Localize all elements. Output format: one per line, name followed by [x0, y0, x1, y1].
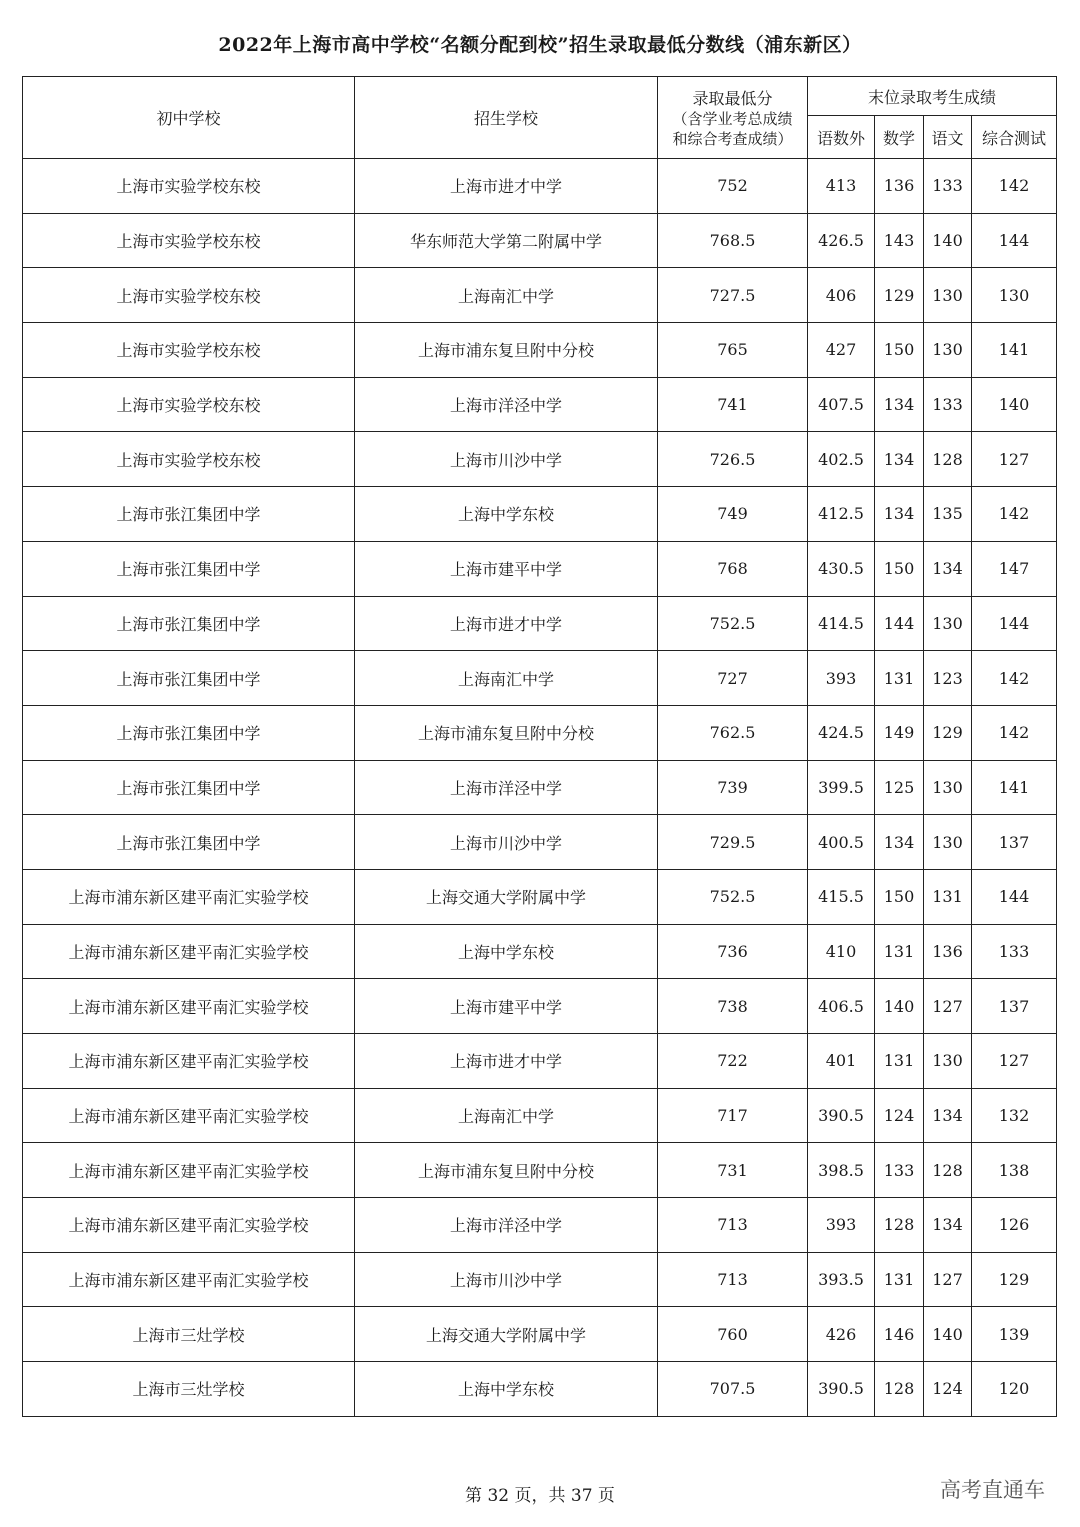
header-enroll-school: 招生学校 — [355, 77, 658, 159]
cell-junior-school: 上海市张江集团中学 — [23, 596, 355, 651]
cell-chinese: 124 — [924, 1362, 972, 1417]
table-body — [23, 159, 1057, 1417]
cell-math: 128 — [875, 1362, 924, 1417]
cell-math: 144 — [875, 596, 924, 651]
cell-chinese: 127 — [924, 1252, 972, 1307]
cell-enroll-school: 华东师范大学第二附属中学 — [355, 213, 658, 268]
cell-min-score: 717 — [658, 1088, 808, 1143]
cell-comprehensive: 127 — [972, 1034, 1057, 1089]
cell-min-score: 707.5 — [658, 1362, 808, 1417]
table-row — [23, 979, 1057, 1034]
table-row — [23, 541, 1057, 596]
cell-ysw: 427 — [808, 323, 875, 378]
cell-min-score: 726.5 — [658, 432, 808, 487]
cell-min-score: 768.5 — [658, 213, 808, 268]
cell-chinese: 131 — [924, 869, 972, 924]
cell-junior-school: 上海市浦东新区建平南汇实验学校 — [23, 979, 355, 1034]
table-row — [23, 323, 1057, 378]
cell-enroll-school: 上海南汇中学 — [355, 268, 658, 323]
cell-comprehensive: 120 — [972, 1362, 1057, 1417]
cell-math: 131 — [875, 1252, 924, 1307]
cell-math: 150 — [875, 541, 924, 596]
cell-comprehensive: 127 — [972, 432, 1057, 487]
cell-enroll-school: 上海市建平中学 — [355, 979, 658, 1034]
cell-junior-school: 上海市实验学校东校 — [23, 268, 355, 323]
table-row — [23, 268, 1057, 323]
page-title: 2022年上海市高中学校“名额分配到校”招生录取最低分数线（浦东新区） — [218, 34, 862, 56]
table-row — [23, 377, 1057, 432]
cell-junior-school: 上海市张江集团中学 — [23, 541, 355, 596]
cell-chinese: 134 — [924, 541, 972, 596]
table-row — [23, 760, 1057, 815]
table-row — [23, 159, 1057, 214]
cell-math: 131 — [875, 1034, 924, 1089]
header-min-score-note-1: （含学业考总成绩 — [672, 110, 793, 128]
score-table — [22, 76, 1057, 1417]
cell-comprehensive: 126 — [972, 1198, 1057, 1253]
cell-chinese: 128 — [924, 1143, 972, 1198]
cell-chinese: 130 — [924, 596, 972, 651]
cell-comprehensive: 129 — [972, 1252, 1057, 1307]
header-comprehensive: 综合测试 — [972, 116, 1057, 159]
table-row — [23, 1034, 1057, 1089]
cell-comprehensive: 139 — [972, 1307, 1057, 1362]
cell-math: 134 — [875, 377, 924, 432]
cell-enroll-school: 上海市进才中学 — [355, 159, 658, 214]
cell-min-score: 752 — [658, 159, 808, 214]
cell-comprehensive: 144 — [972, 213, 1057, 268]
table-row — [23, 869, 1057, 924]
cell-min-score: 713 — [658, 1198, 808, 1253]
cell-enroll-school: 上海市进才中学 — [355, 1034, 658, 1089]
cell-junior-school: 上海市张江集团中学 — [23, 487, 355, 542]
cell-min-score: 752.5 — [658, 596, 808, 651]
cell-enroll-school: 上海市浦东复旦附中分校 — [355, 1143, 658, 1198]
cell-ysw: 424.5 — [808, 705, 875, 760]
cell-junior-school: 上海市浦东新区建平南汇实验学校 — [23, 869, 355, 924]
cell-junior-school: 上海市张江集团中学 — [23, 760, 355, 815]
cell-ysw: 406.5 — [808, 979, 875, 1034]
cell-chinese: 127 — [924, 979, 972, 1034]
cell-chinese: 130 — [924, 760, 972, 815]
cell-junior-school: 上海市张江集团中学 — [23, 705, 355, 760]
cell-chinese: 134 — [924, 1088, 972, 1143]
cell-enroll-school: 上海交通大学附属中学 — [355, 1307, 658, 1362]
cell-comprehensive: 138 — [972, 1143, 1057, 1198]
table-row — [23, 596, 1057, 651]
table-row — [23, 815, 1057, 870]
table-row — [23, 1143, 1057, 1198]
cell-math: 134 — [875, 432, 924, 487]
cell-math: 136 — [875, 159, 924, 214]
cell-math: 131 — [875, 924, 924, 979]
cell-min-score: 762.5 — [658, 705, 808, 760]
cell-enroll-school: 上海南汇中学 — [355, 651, 658, 706]
cell-junior-school: 上海市张江集团中学 — [23, 815, 355, 870]
cell-comprehensive: 142 — [972, 487, 1057, 542]
cell-ysw: 390.5 — [808, 1088, 875, 1143]
cell-comprehensive: 144 — [972, 869, 1057, 924]
cell-ysw: 399.5 — [808, 760, 875, 815]
cell-comprehensive: 142 — [972, 159, 1057, 214]
cell-ysw: 393 — [808, 1198, 875, 1253]
table-row — [23, 432, 1057, 487]
cell-math: 143 — [875, 213, 924, 268]
table-row — [23, 487, 1057, 542]
cell-enroll-school: 上海交通大学附属中学 — [355, 869, 658, 924]
cell-comprehensive: 142 — [972, 705, 1057, 760]
cell-math: 133 — [875, 1143, 924, 1198]
cell-math: 124 — [875, 1088, 924, 1143]
cell-min-score: 738 — [658, 979, 808, 1034]
cell-math: 129 — [875, 268, 924, 323]
cell-math: 140 — [875, 979, 924, 1034]
header-last-score: 末位录取考生成绩 — [808, 77, 1057, 116]
table-row — [23, 705, 1057, 760]
cell-comprehensive: 130 — [972, 268, 1057, 323]
cell-junior-school: 上海市浦东新区建平南汇实验学校 — [23, 1088, 355, 1143]
cell-junior-school: 上海市实验学校东校 — [23, 159, 355, 214]
cell-chinese: 130 — [924, 323, 972, 378]
cell-ysw: 430.5 — [808, 541, 875, 596]
cell-min-score: 739 — [658, 760, 808, 815]
header-ysw: 语数外 — [808, 116, 875, 159]
cell-comprehensive: 137 — [972, 815, 1057, 870]
cell-enroll-school: 上海市川沙中学 — [355, 1252, 658, 1307]
cell-ysw: 390.5 — [808, 1362, 875, 1417]
cell-enroll-school: 上海市浦东复旦附中分校 — [355, 323, 658, 378]
cell-ysw: 414.5 — [808, 596, 875, 651]
cell-comprehensive: 144 — [972, 596, 1057, 651]
cell-chinese: 130 — [924, 268, 972, 323]
cell-chinese: 134 — [924, 1198, 972, 1253]
cell-enroll-school: 上海中学东校 — [355, 924, 658, 979]
header-min-score-note-2: 和综合考查成绩） — [672, 130, 793, 148]
cell-enroll-school: 上海市建平中学 — [355, 541, 658, 596]
cell-ysw: 415.5 — [808, 869, 875, 924]
cell-chinese: 133 — [924, 377, 972, 432]
cell-junior-school: 上海市浦东新区建平南汇实验学校 — [23, 1198, 355, 1253]
cell-chinese: 135 — [924, 487, 972, 542]
cell-min-score: 741 — [658, 377, 808, 432]
header-chinese: 语文 — [924, 116, 972, 159]
cell-comprehensive: 140 — [972, 377, 1057, 432]
cell-math: 150 — [875, 323, 924, 378]
table-row — [23, 1088, 1057, 1143]
header-junior-school: 初中学校 — [23, 77, 355, 159]
cell-enroll-school: 上海市洋泾中学 — [355, 377, 658, 432]
header-min-score-label: 录取最低分 — [692, 89, 773, 108]
cell-ysw: 406 — [808, 268, 875, 323]
cell-ysw: 410 — [808, 924, 875, 979]
cell-chinese: 123 — [924, 651, 972, 706]
cell-chinese: 129 — [924, 705, 972, 760]
cell-ysw: 426.5 — [808, 213, 875, 268]
cell-min-score: 727 — [658, 651, 808, 706]
cell-min-score: 713 — [658, 1252, 808, 1307]
cell-ysw: 401 — [808, 1034, 875, 1089]
cell-min-score: 736 — [658, 924, 808, 979]
cell-junior-school: 上海市三灶学校 — [23, 1362, 355, 1417]
table-header — [23, 77, 1057, 159]
cell-junior-school: 上海市浦东新区建平南汇实验学校 — [23, 1034, 355, 1089]
cell-min-score: 760 — [658, 1307, 808, 1362]
cell-ysw: 393 — [808, 651, 875, 706]
cell-comprehensive: 132 — [972, 1088, 1057, 1143]
table-row — [23, 924, 1057, 979]
cell-math: 131 — [875, 651, 924, 706]
cell-math: 149 — [875, 705, 924, 760]
table-row — [23, 1198, 1057, 1253]
cell-math: 134 — [875, 815, 924, 870]
cell-comprehensive: 141 — [972, 323, 1057, 378]
table-row — [23, 1252, 1057, 1307]
cell-comprehensive: 133 — [972, 924, 1057, 979]
cell-math: 128 — [875, 1198, 924, 1253]
cell-junior-school: 上海市实验学校东校 — [23, 377, 355, 432]
cell-ysw: 413 — [808, 159, 875, 214]
cell-min-score: 768 — [658, 541, 808, 596]
cell-chinese: 140 — [924, 1307, 972, 1362]
cell-enroll-school: 上海南汇中学 — [355, 1088, 658, 1143]
cell-chinese: 130 — [924, 1034, 972, 1089]
cell-comprehensive: 141 — [972, 760, 1057, 815]
cell-ysw: 393.5 — [808, 1252, 875, 1307]
cell-junior-school: 上海市浦东新区建平南汇实验学校 — [23, 1143, 355, 1198]
watermark: 高考直通车 — [940, 1478, 1045, 1502]
cell-min-score: 729.5 — [658, 815, 808, 870]
table-row — [23, 1362, 1057, 1417]
table-row — [23, 1307, 1057, 1362]
cell-min-score: 722 — [658, 1034, 808, 1089]
cell-min-score: 752.5 — [658, 869, 808, 924]
cell-enroll-school: 上海市川沙中学 — [355, 432, 658, 487]
table-row — [23, 651, 1057, 706]
cell-junior-school: 上海市实验学校东校 — [23, 432, 355, 487]
cell-min-score: 727.5 — [658, 268, 808, 323]
cell-chinese: 128 — [924, 432, 972, 487]
cell-ysw: 407.5 — [808, 377, 875, 432]
cell-junior-school: 上海市实验学校东校 — [23, 323, 355, 378]
header-min-score — [658, 77, 808, 159]
cell-enroll-school: 上海市浦东复旦附中分校 — [355, 705, 658, 760]
cell-enroll-school: 上海市洋泾中学 — [355, 760, 658, 815]
header-math: 数学 — [875, 116, 924, 159]
cell-math: 146 — [875, 1307, 924, 1362]
cell-chinese: 140 — [924, 213, 972, 268]
cell-enroll-school: 上海中学东校 — [355, 487, 658, 542]
cell-chinese: 133 — [924, 159, 972, 214]
cell-ysw: 398.5 — [808, 1143, 875, 1198]
table-row — [23, 213, 1057, 268]
cell-min-score: 765 — [658, 323, 808, 378]
cell-chinese: 136 — [924, 924, 972, 979]
cell-enroll-school: 上海市洋泾中学 — [355, 1198, 658, 1253]
cell-math: 125 — [875, 760, 924, 815]
cell-enroll-school: 上海中学东校 — [355, 1362, 658, 1417]
cell-ysw: 400.5 — [808, 815, 875, 870]
cell-comprehensive: 137 — [972, 979, 1057, 1034]
cell-junior-school: 上海市浦东新区建平南汇实验学校 — [23, 924, 355, 979]
cell-math: 134 — [875, 487, 924, 542]
cell-ysw: 426 — [808, 1307, 875, 1362]
cell-comprehensive: 142 — [972, 651, 1057, 706]
cell-junior-school: 上海市张江集团中学 — [23, 651, 355, 706]
cell-min-score: 731 — [658, 1143, 808, 1198]
cell-ysw: 402.5 — [808, 432, 875, 487]
cell-math: 150 — [875, 869, 924, 924]
page-footer: 第 32 页，共 37 页 — [465, 1486, 615, 1506]
cell-enroll-school: 上海市川沙中学 — [355, 815, 658, 870]
cell-min-score: 749 — [658, 487, 808, 542]
cell-junior-school: 上海市三灶学校 — [23, 1307, 355, 1362]
cell-junior-school: 上海市浦东新区建平南汇实验学校 — [23, 1252, 355, 1307]
cell-chinese: 130 — [924, 815, 972, 870]
cell-enroll-school: 上海市进才中学 — [355, 596, 658, 651]
cell-ysw: 412.5 — [808, 487, 875, 542]
cell-junior-school: 上海市实验学校东校 — [23, 213, 355, 268]
cell-comprehensive: 147 — [972, 541, 1057, 596]
